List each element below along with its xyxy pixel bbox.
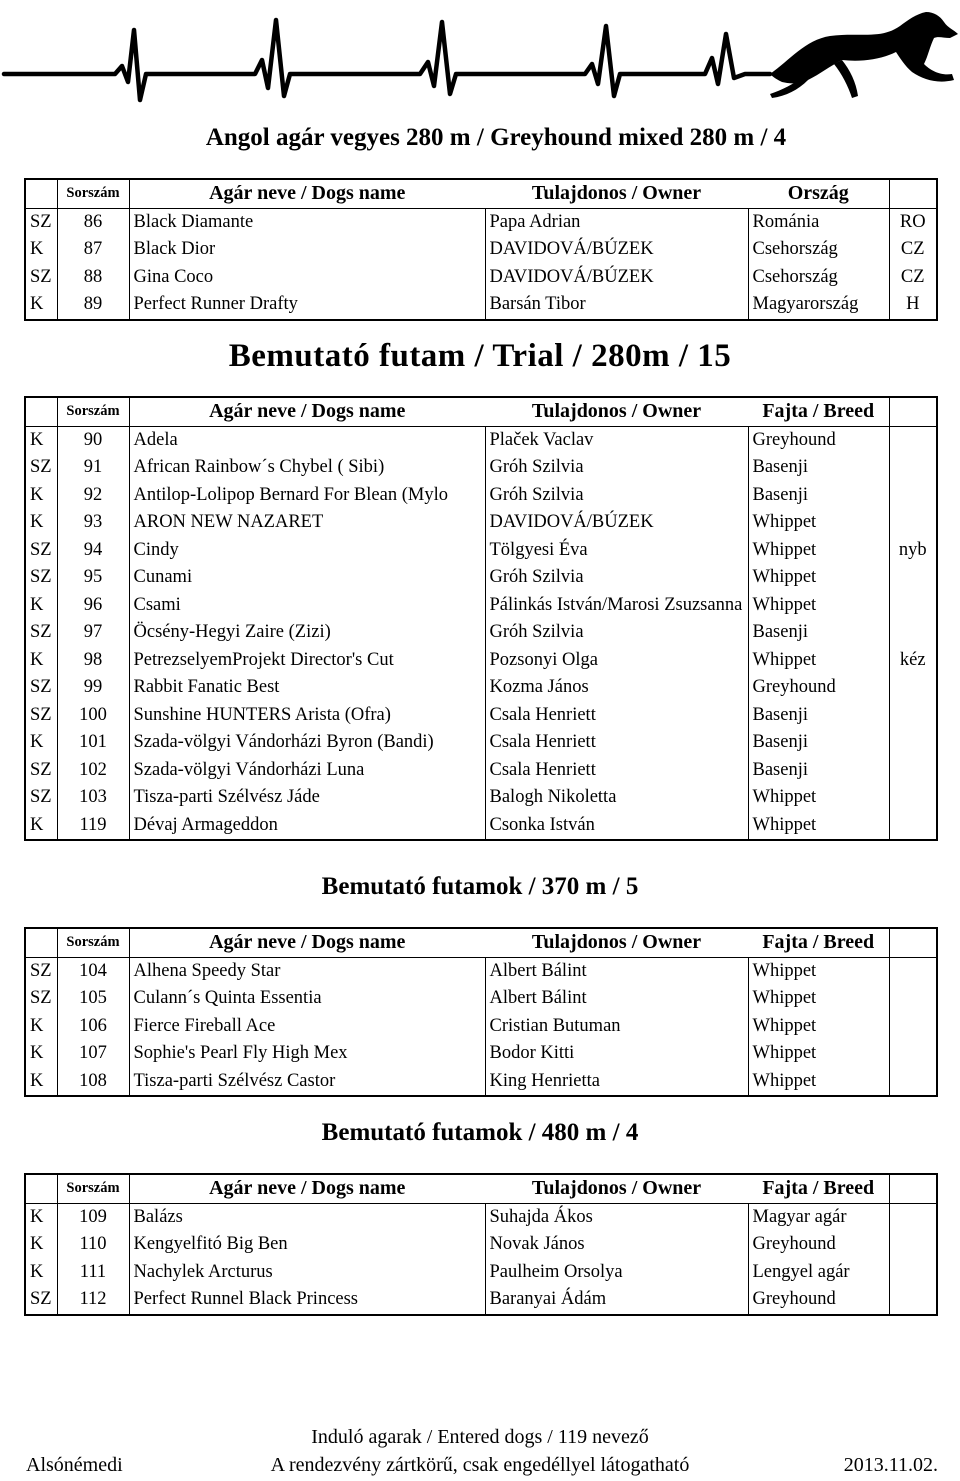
owner-cell: Csala Henriett bbox=[485, 702, 748, 730]
entry-type-cell: SZ bbox=[25, 985, 57, 1013]
entry-type-cell: K bbox=[25, 812, 57, 841]
entry-type-cell: K bbox=[25, 1231, 57, 1259]
country-breed-cell: Whippet bbox=[748, 537, 889, 565]
header-extra-blank bbox=[889, 397, 937, 426]
header-blank-cell bbox=[25, 179, 57, 208]
table-row bbox=[25, 1286, 937, 1315]
country-breed-cell: Whippet bbox=[748, 985, 889, 1013]
table-row bbox=[25, 426, 937, 454]
entry-number-cell: 95 bbox=[57, 564, 129, 592]
country-breed-cell: Whippet bbox=[748, 509, 889, 537]
extra-cell bbox=[889, 1259, 937, 1287]
table-trial-280m bbox=[24, 396, 938, 841]
extra-cell bbox=[889, 1231, 937, 1259]
table-row bbox=[25, 812, 937, 841]
extra-cell bbox=[889, 812, 937, 841]
country-breed-cell: Greyhound bbox=[748, 426, 889, 454]
entry-type-cell: SZ bbox=[25, 674, 57, 702]
extra-cell: CZ bbox=[889, 236, 937, 264]
dog-name-cell: PetrezselyemProjekt Director's Cut bbox=[129, 647, 485, 675]
dog-name-cell: Öcsény-Hegyi Zaire (Zizi) bbox=[129, 619, 485, 647]
section-title-480m: Bemutató futamok / 480 m / 4 bbox=[321, 1119, 639, 1146]
owner-cell: DAVIDOVÁ/BÚZEK bbox=[485, 264, 748, 292]
entry-type-cell: K bbox=[25, 1259, 57, 1287]
extra-cell bbox=[889, 426, 937, 454]
extra-cell bbox=[889, 1068, 937, 1097]
entry-number-cell: 97 bbox=[57, 619, 129, 647]
owner-cell: Albert Bálint bbox=[485, 985, 748, 1013]
country-breed-cell: Magyar agár bbox=[748, 1203, 889, 1231]
header-dogname: Agár neve / Dogs name bbox=[129, 1174, 485, 1203]
entry-number-cell: 87 bbox=[57, 236, 129, 264]
owner-cell: Csala Henriett bbox=[485, 729, 748, 757]
dog-name-cell: Cindy bbox=[129, 537, 485, 565]
table-header-row bbox=[25, 928, 937, 957]
country-breed-cell: Basenji bbox=[748, 619, 889, 647]
entry-number-cell: 98 bbox=[57, 647, 129, 675]
table-row bbox=[25, 236, 937, 264]
section-title-trial: Bemutató futam / Trial / 280m / 15 bbox=[228, 338, 732, 374]
entry-number-cell: 110 bbox=[57, 1231, 129, 1259]
entry-number-cell: 105 bbox=[57, 985, 129, 1013]
country-breed-cell: Basenji bbox=[748, 702, 889, 730]
header-breed: Fajta / Breed bbox=[748, 397, 889, 426]
country-breed-cell: Greyhound bbox=[748, 1286, 889, 1315]
table-header-row bbox=[25, 1174, 937, 1203]
dog-name-cell: Nachylek Arcturus bbox=[129, 1259, 485, 1287]
header-sorszam: Sorszám bbox=[57, 397, 129, 426]
country-breed-cell: Whippet bbox=[748, 957, 889, 985]
entry-type-cell: SZ bbox=[25, 957, 57, 985]
table-runs-480m bbox=[24, 1173, 938, 1316]
extra-cell bbox=[889, 784, 937, 812]
country-breed-cell: Lengyel agár bbox=[748, 1259, 889, 1287]
extra-cell bbox=[889, 1203, 937, 1231]
extra-cell: RO bbox=[889, 208, 937, 236]
header-extra-blank bbox=[889, 928, 937, 957]
extra-cell: kéz bbox=[889, 647, 937, 675]
entry-type-cell: SZ bbox=[25, 208, 57, 236]
owner-cell: Barsán Tibor bbox=[485, 291, 748, 320]
owner-cell: Csonka István bbox=[485, 812, 748, 841]
footer-note: A rendezvény zártkörű, csak engedéllyel látogatható bbox=[270, 1454, 690, 1476]
extra-cell bbox=[889, 702, 937, 730]
entry-number-cell: 108 bbox=[57, 1068, 129, 1097]
dog-name-cell: Alhena Speedy Star bbox=[129, 957, 485, 985]
heartbeat-greyhound-logo bbox=[0, 0, 960, 110]
extra-cell bbox=[889, 985, 937, 1013]
owner-cell: Balogh Nikoletta bbox=[485, 784, 748, 812]
header-extra-blank bbox=[889, 179, 937, 208]
entry-number-cell: 88 bbox=[57, 264, 129, 292]
country-breed-cell: Csehország bbox=[748, 264, 889, 292]
owner-cell: Novak János bbox=[485, 1231, 748, 1259]
dog-name-cell: Antilop-Lolipop Bernard For Blean (Mylo bbox=[129, 482, 485, 510]
header-blank-cell bbox=[25, 928, 57, 957]
dog-name-cell: Tisza-parti Szélvész Jáde bbox=[129, 784, 485, 812]
table-row bbox=[25, 264, 937, 292]
greyhound-silhouette-icon bbox=[770, 12, 958, 83]
extra-cell: H bbox=[889, 291, 937, 320]
entry-type-cell: K bbox=[25, 592, 57, 620]
dog-name-cell: Sophie's Pearl Fly High Mex bbox=[129, 1040, 485, 1068]
owner-cell: Pálinkás István/Marosi Zsuzsanna bbox=[485, 592, 748, 620]
owner-cell: Gróh Szilvia bbox=[485, 482, 748, 510]
header-breed: Fajta / Breed bbox=[748, 1174, 889, 1203]
entry-type-cell: SZ bbox=[25, 454, 57, 482]
entry-type-cell: SZ bbox=[25, 537, 57, 565]
entry-type-cell: K bbox=[25, 1013, 57, 1041]
dog-name-cell: Perfect Runner Drafty bbox=[129, 291, 485, 320]
country-breed-cell: Whippet bbox=[748, 1068, 889, 1097]
entry-type-cell: SZ bbox=[25, 264, 57, 292]
dog-name-cell: Tisza-parti Szélvész Castor bbox=[129, 1068, 485, 1097]
header-sorszam: Sorszám bbox=[57, 179, 129, 208]
owner-cell: DAVIDOVÁ/BÚZEK bbox=[485, 236, 748, 264]
owner-cell: Suhajda Ákos bbox=[485, 1203, 748, 1231]
entry-type-cell: K bbox=[25, 1040, 57, 1068]
country-breed-cell: Whippet bbox=[748, 592, 889, 620]
country-breed-cell: Whippet bbox=[748, 564, 889, 592]
entry-number-cell: 103 bbox=[57, 784, 129, 812]
extra-cell bbox=[889, 1040, 937, 1068]
entry-number-cell: 107 bbox=[57, 1040, 129, 1068]
entry-number-cell: 109 bbox=[57, 1203, 129, 1231]
extra-cell bbox=[889, 619, 937, 647]
header-owner: Tulajdonos / Owner bbox=[485, 397, 748, 426]
dog-name-cell: Gina Coco bbox=[129, 264, 485, 292]
dog-name-cell: Cunami bbox=[129, 564, 485, 592]
footer-entered-dogs: Induló agarak / Entered dogs / 119 nevező bbox=[311, 1426, 649, 1448]
entry-type-cell: K bbox=[25, 729, 57, 757]
entry-type-cell: SZ bbox=[25, 757, 57, 785]
country-breed-cell: Basenji bbox=[748, 757, 889, 785]
table-row bbox=[25, 1259, 937, 1287]
header-blank-cell bbox=[25, 397, 57, 426]
table-row bbox=[25, 985, 937, 1013]
table-header-row bbox=[25, 397, 937, 426]
dog-name-cell: Culann´s Quinta Essentia bbox=[129, 985, 485, 1013]
dog-name-cell: Kengyelfitó Big Ben bbox=[129, 1231, 485, 1259]
header-owner: Tulajdonos / Owner bbox=[485, 1174, 748, 1203]
table-row bbox=[25, 454, 937, 482]
entry-type-cell: K bbox=[25, 236, 57, 264]
extra-cell bbox=[889, 757, 937, 785]
owner-cell: King Henrietta bbox=[485, 1068, 748, 1097]
header-dogname: Agár neve / Dogs name bbox=[129, 179, 485, 208]
owner-cell: Albert Bálint bbox=[485, 957, 748, 985]
extra-cell bbox=[889, 592, 937, 620]
entry-number-cell: 104 bbox=[57, 957, 129, 985]
owner-cell: Kozma János bbox=[485, 674, 748, 702]
dog-name-cell: Sunshine HUNTERS Arista (Ofra) bbox=[129, 702, 485, 730]
country-breed-cell: Csehország bbox=[748, 236, 889, 264]
table-row bbox=[25, 291, 937, 320]
entry-type-cell: K bbox=[25, 647, 57, 675]
table-row bbox=[25, 957, 937, 985]
table-row bbox=[25, 1203, 937, 1231]
dog-name-cell: ARON NEW NAZARET bbox=[129, 509, 485, 537]
owner-cell: Tölgyesi Éva bbox=[485, 537, 748, 565]
table-row bbox=[25, 647, 937, 675]
header-extra-blank bbox=[889, 1174, 937, 1203]
table-row bbox=[25, 619, 937, 647]
entry-number-cell: 89 bbox=[57, 291, 129, 320]
owner-cell: Paulheim Orsolya bbox=[485, 1259, 748, 1287]
owner-cell: Baranyai Ádám bbox=[485, 1286, 748, 1315]
country-breed-cell: Románia bbox=[748, 208, 889, 236]
extra-cell bbox=[889, 1013, 937, 1041]
owner-cell: Gróh Szilvia bbox=[485, 454, 748, 482]
dog-name-cell: Szada-völgyi Vándorházi Luna bbox=[129, 757, 485, 785]
extra-cell: CZ bbox=[889, 264, 937, 292]
country-breed-cell: Whippet bbox=[748, 647, 889, 675]
extra-cell bbox=[889, 454, 937, 482]
heartbeat-line-icon bbox=[4, 20, 770, 100]
header-blank-cell bbox=[25, 1174, 57, 1203]
country-breed-cell: Whippet bbox=[748, 784, 889, 812]
entry-number-cell: 92 bbox=[57, 482, 129, 510]
owner-cell: Csala Henriett bbox=[485, 757, 748, 785]
entry-type-cell: K bbox=[25, 482, 57, 510]
entry-type-cell: K bbox=[25, 509, 57, 537]
country-breed-cell: Whippet bbox=[748, 1040, 889, 1068]
owner-cell: Cristian Butuman bbox=[485, 1013, 748, 1041]
entry-type-cell: SZ bbox=[25, 619, 57, 647]
entry-number-cell: 90 bbox=[57, 426, 129, 454]
entry-type-cell: SZ bbox=[25, 564, 57, 592]
entry-number-cell: 91 bbox=[57, 454, 129, 482]
dog-name-cell: Csami bbox=[129, 592, 485, 620]
extra-cell bbox=[889, 729, 937, 757]
table-mixed-280m bbox=[24, 178, 938, 321]
country-breed-cell: Magyarország bbox=[748, 291, 889, 320]
entry-type-cell: SZ bbox=[25, 1286, 57, 1315]
table-row bbox=[25, 509, 937, 537]
country-breed-cell: Greyhound bbox=[748, 674, 889, 702]
header-sorszam: Sorszám bbox=[57, 928, 129, 957]
country-breed-cell: Basenji bbox=[748, 454, 889, 482]
entry-number-cell: 112 bbox=[57, 1286, 129, 1315]
dog-name-cell: Balázs bbox=[129, 1203, 485, 1231]
owner-cell: DAVIDOVÁ/BÚZEK bbox=[485, 509, 748, 537]
table-row bbox=[25, 208, 937, 236]
entry-number-cell: 100 bbox=[57, 702, 129, 730]
dog-name-cell: Fierce Fireball Ace bbox=[129, 1013, 485, 1041]
section-title-370m: Bemutató futamok / 370 m / 5 bbox=[321, 873, 639, 900]
table-row bbox=[25, 482, 937, 510]
country-breed-cell: Whippet bbox=[748, 1013, 889, 1041]
section-title-mixed: Angol agár vegyes 280 m / Greyhound mixed 280 m / 4 bbox=[205, 124, 787, 151]
owner-cell: Papa Adrian bbox=[485, 208, 748, 236]
owner-cell: Gróh Szilvia bbox=[485, 564, 748, 592]
footer-location: Alsónémedi bbox=[26, 1454, 123, 1476]
owner-cell: Pozsonyi Olga bbox=[485, 647, 748, 675]
entry-type-cell: SZ bbox=[25, 702, 57, 730]
table-row bbox=[25, 702, 937, 730]
header-country: Ország bbox=[748, 179, 889, 208]
dog-name-cell: Dévaj Armageddon bbox=[129, 812, 485, 841]
dog-name-cell: Perfect Runnel Black Princess bbox=[129, 1286, 485, 1315]
table-row bbox=[25, 784, 937, 812]
entry-number-cell: 102 bbox=[57, 757, 129, 785]
table-row bbox=[25, 1231, 937, 1259]
header-dogname: Agár neve / Dogs name bbox=[129, 397, 485, 426]
owner-cell: Plaček Vaclav bbox=[485, 426, 748, 454]
dog-name-cell: Black Dior bbox=[129, 236, 485, 264]
entry-type-cell: SZ bbox=[25, 784, 57, 812]
owner-cell: Bodor Kitti bbox=[485, 1040, 748, 1068]
table-row bbox=[25, 1068, 937, 1097]
dog-name-cell: Rabbit Fanatic Best bbox=[129, 674, 485, 702]
extra-cell: nyb bbox=[889, 537, 937, 565]
dog-name-cell: Adela bbox=[129, 426, 485, 454]
entry-type-cell: K bbox=[25, 1203, 57, 1231]
entry-type-cell: K bbox=[25, 426, 57, 454]
entry-number-cell: 119 bbox=[57, 812, 129, 841]
extra-cell bbox=[889, 564, 937, 592]
entry-number-cell: 96 bbox=[57, 592, 129, 620]
table-runs-370m bbox=[24, 927, 938, 1097]
table-row bbox=[25, 674, 937, 702]
entry-number-cell: 101 bbox=[57, 729, 129, 757]
extra-cell bbox=[889, 482, 937, 510]
entry-number-cell: 93 bbox=[57, 509, 129, 537]
country-breed-cell: Whippet bbox=[748, 812, 889, 841]
entry-number-cell: 94 bbox=[57, 537, 129, 565]
table-row bbox=[25, 757, 937, 785]
dog-name-cell: Black Diamante bbox=[129, 208, 485, 236]
extra-cell bbox=[889, 957, 937, 985]
table-row bbox=[25, 564, 937, 592]
header-sorszam: Sorszám bbox=[57, 1174, 129, 1203]
extra-cell bbox=[889, 674, 937, 702]
extra-cell bbox=[889, 509, 937, 537]
entry-number-cell: 106 bbox=[57, 1013, 129, 1041]
entry-number-cell: 111 bbox=[57, 1259, 129, 1287]
entry-type-cell: K bbox=[25, 1068, 57, 1097]
header-owner: Tulajdonos / Owner bbox=[485, 179, 748, 208]
entry-type-cell: K bbox=[25, 291, 57, 320]
table-row bbox=[25, 729, 937, 757]
table-row bbox=[25, 1013, 937, 1041]
dog-name-cell: Szada-völgyi Vándorházi Byron (Bandi) bbox=[129, 729, 485, 757]
country-breed-cell: Basenji bbox=[748, 482, 889, 510]
header-owner: Tulajdonos / Owner bbox=[485, 928, 748, 957]
entry-number-cell: 86 bbox=[57, 208, 129, 236]
entry-number-cell: 99 bbox=[57, 674, 129, 702]
country-breed-cell: Greyhound bbox=[748, 1231, 889, 1259]
header-dogname: Agár neve / Dogs name bbox=[129, 928, 485, 957]
header-breed: Fajta / Breed bbox=[748, 928, 889, 957]
owner-cell: Gróh Szilvia bbox=[485, 619, 748, 647]
table-header-row bbox=[25, 179, 937, 208]
table-row bbox=[25, 537, 937, 565]
table-row bbox=[25, 1040, 937, 1068]
footer-date: 2013.11.02. bbox=[843, 1454, 938, 1476]
table-row bbox=[25, 592, 937, 620]
extra-cell bbox=[889, 1286, 937, 1315]
country-breed-cell: Basenji bbox=[748, 729, 889, 757]
dog-name-cell: African Rainbow´s Chybel ( Sibi) bbox=[129, 454, 485, 482]
